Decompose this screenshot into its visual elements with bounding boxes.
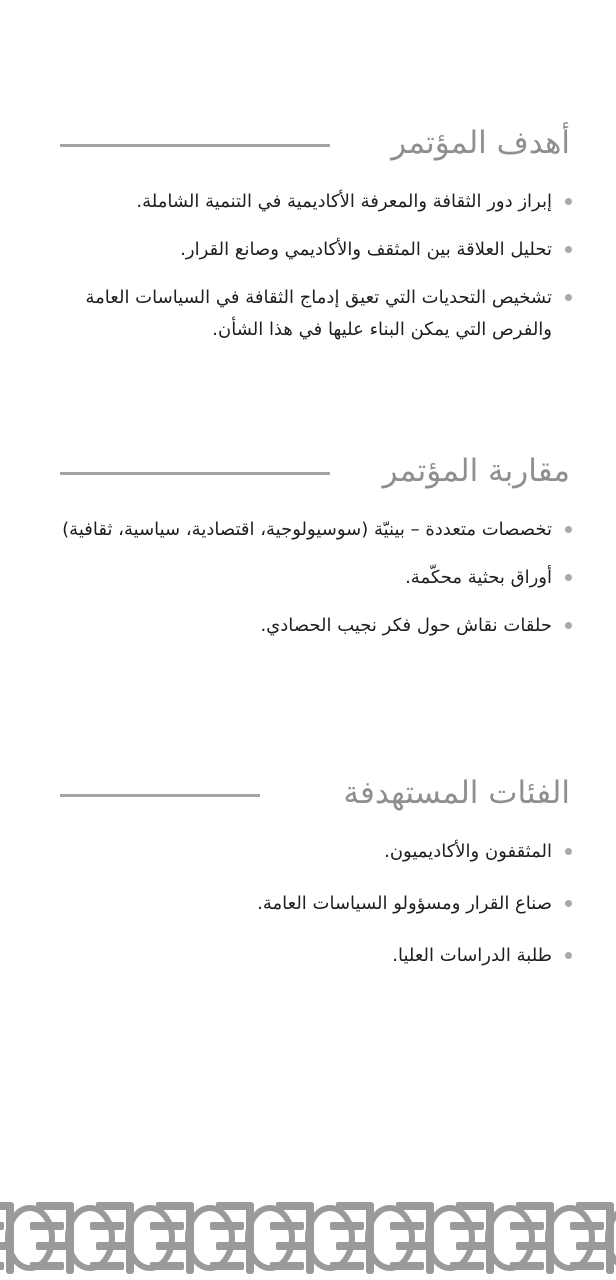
bullet-icon — [565, 622, 572, 629]
bullet-icon — [565, 952, 572, 959]
section-title: مقاربة المؤتمر — [382, 453, 570, 489]
bullet-icon — [565, 900, 572, 907]
bullet-icon — [565, 198, 572, 205]
bullet-list — [0, 514, 616, 642]
list-item — [0, 940, 616, 972]
list-item — [0, 514, 616, 546]
pattern-unit — [368, 1202, 434, 1274]
list-item-text: تشخيص التحديات التي تعيق إدماج الثقافة في السياسات العامة والفرص التي يمكن البناء عليها في هذا الشأن. — [85, 287, 552, 340]
pattern-unit — [488, 1202, 554, 1274]
decorative-pattern — [0, 1196, 616, 1280]
list-item — [0, 836, 616, 868]
section-heading — [0, 118, 616, 168]
pattern-unit — [308, 1202, 374, 1274]
pattern-unit — [188, 1202, 254, 1274]
section-heading — [0, 768, 616, 818]
list-item — [0, 610, 616, 642]
heading-divider — [60, 794, 260, 797]
pattern-unit — [128, 1202, 194, 1274]
list-item-text: إبراز دور الثقافة والمعرفة الأكاديمية في التنمية الشاملة. — [136, 191, 552, 212]
list-item — [0, 888, 616, 920]
list-item-text: تخصصات متعددة – بينيّة (سوسيولوجية، اقتصادية، سياسية، ثقافية) — [62, 519, 552, 540]
list-item — [0, 186, 616, 218]
heading-divider — [60, 472, 330, 475]
list-item — [0, 234, 616, 266]
bullet-icon — [565, 294, 572, 301]
list-item-text: صناع القرار ومسؤولو السياسات العامة. — [257, 893, 552, 914]
pattern-motifs — [0, 1202, 616, 1274]
bullet-icon — [565, 848, 572, 855]
bullet-icon — [565, 526, 572, 533]
section-heading — [0, 446, 616, 496]
list-item-text: أوراق بحثية محكّمة. — [405, 567, 552, 588]
bullet-list — [0, 836, 616, 972]
list-item — [0, 562, 616, 594]
section-title: أهدف المؤتمر — [391, 125, 570, 161]
pattern-unit — [8, 1202, 74, 1274]
heading-divider — [60, 144, 330, 147]
section-goals — [0, 118, 616, 346]
section-approach — [0, 446, 616, 642]
pattern-unit — [68, 1202, 134, 1274]
list-item — [0, 282, 616, 346]
pattern-unit — [548, 1202, 614, 1274]
bullet-icon — [565, 574, 572, 581]
pattern-unit — [428, 1202, 494, 1274]
list-item-text: حلقات نقاش حول فكر نجيب الحصادي. — [260, 615, 552, 636]
section-title: الفئات المستهدفة — [343, 775, 570, 811]
pattern-unit — [248, 1202, 314, 1274]
bullet-icon — [565, 246, 572, 253]
list-item-text: تحليل العلاقة بين المثقف والأكاديمي وصانع القرار. — [180, 239, 552, 260]
list-item-text: طلبة الدراسات العليا. — [392, 945, 552, 966]
list-item-text: المثقفون والأكاديميون. — [384, 841, 552, 862]
section-target-groups — [0, 768, 616, 972]
bullet-list — [0, 186, 616, 346]
